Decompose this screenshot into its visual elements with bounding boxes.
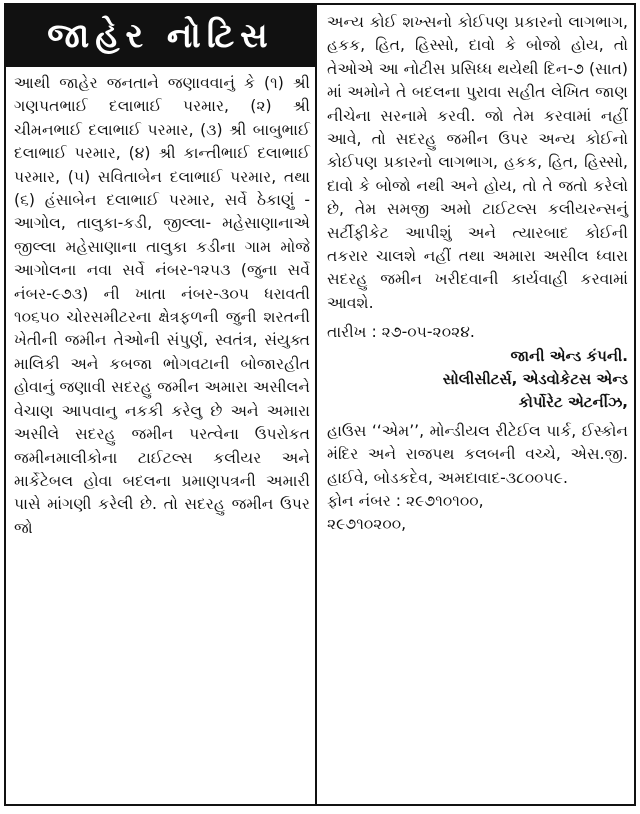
notice-body-right: અન્ય કોઈ શખ્સનો કોઈપણ પ્રકારનો લાગભાગ, હકક, હિત, હિસ્સો, દાવો કે બોજો હોય, તો તેઓએ આ નોટીસ પ્રસિધ્ધ થયેથી દિન-૭ (સાત) માં અમોને તે બદલના પુરાવા સહીત લેખિત જાણ નીચેના સરનામે કરવી. જો તેમ કરવામાં નહીં આવે, તો સદરહુ જમીન ઉપર અન્ય કોઈનો કોઈપણ પ્રકારનો લાગભાગ, હકક, હિત, હિસ્સો, દાવો કે બોજો નથી અને હોય, તો તે જતો કરેલો છે, તેમ સમજી અમો ટાઈટલ્સ કલીયરન્સનું સર્ટીફીકેટ આપીશું અને ત્યારબાદ કોઈની તકરાર ચાલશે નહીં તથા અમારા અસીલ ધ્વારા સદરહુ જમીન ખરીદવાની કાર્યવાહી કરવામાં આવશે. xyxy=(327,13,628,312)
notice-frame xyxy=(4,3,636,806)
signatory-address: હાઉસ ‘‘એમ’’, મોન્ડીયલ રીટેઈલ પાર્ક, ઈસ્કોન મંદિર અને રાજપથ કલબની વચ્ચે, એસ.જી. હાઈવે, બોડકદેવ, અમદાવાદ-૩૮૦૦૫૯. xyxy=(327,421,628,487)
phone-line: ફોન નંબર : ૨૯૭૧૦૧૦૦, xyxy=(327,491,484,510)
phone-line-2: ૨૯૭૧૦૨૦૦, xyxy=(327,515,407,534)
left-column xyxy=(6,5,317,804)
signatory-role-2: કોર્પોરેટ એટર્નીઝ, xyxy=(518,392,628,411)
notice-date: તારીખ : ૨૭-૦૫-૨૦૨૪. xyxy=(327,323,475,342)
signatory-block xyxy=(327,345,628,414)
right-column xyxy=(317,5,634,804)
signatory-firm: જાની એન્ડ કંપની. xyxy=(510,346,628,365)
notice-body-left: આથી જાહેર જનતાને જણાવવાનું કે (૧) શ્રી ગણપતભાઈ દલાભાઈ પરમાર, (૨) શ્રી ચીમનભાઈ દલાભાઈ પરમાર, (૩) શ્રી બાબુભાઈ દલાભાઈ પરમાર, (૪) શ્રી કાન્તીભાઈ દલાભાઈ પરમાર, (૫) સવિતાબેન દલાભાઈ પરમાર, તથા (૬) હંસાબેન દલાભાઈ પરમાર, સર્વે ઠેકાણું - આગોલ, તાલુકા-કડી, જીલ્લા- મહેસાણાનાએ જીલ્લા મહેસાણાના તાલુકા કડીના ગામ મોજે આગોલના નવા સર્વે નંબર-૧૨૫૩ (જુના સર્વે નંબર-૯૭૩) ની ખાતા નંબર-૩૦૫ ધરાવતી ૧૦૬૫૦ ચોરસમીટરના ક્ષેત્રફળની જુની શરતની ખેતીની જમીન તેઓની સંપુર્ણ, સ્વતંત્ર, સંયુક્ત માલિકી અને કબજા ભોગવટાની બોજારહીત હોવાનું જણાવી સદરહુ જમીન અમારા અસીલને વેચાણ આપવાનુ નકકી કરેલુ છે અને અમારા અસીલે સદરહુ જમીન પરત્વેના ઉપરોકત જમીનમાલીકોના ટાઈટલ્સ કલીયર અને માર્કેટેબલ હોવા બદલના પ્રમાણપત્રની અમારી પાસે માંગણી કરેલી છે. તો સદરહુ જમીન ઉપર જો xyxy=(14,74,310,537)
notice-title: જાહેર નોટિસ xyxy=(6,5,315,67)
signatory-role: સોલીસીટર્સ, એડવોકેટસ એન્ડ xyxy=(442,369,628,388)
